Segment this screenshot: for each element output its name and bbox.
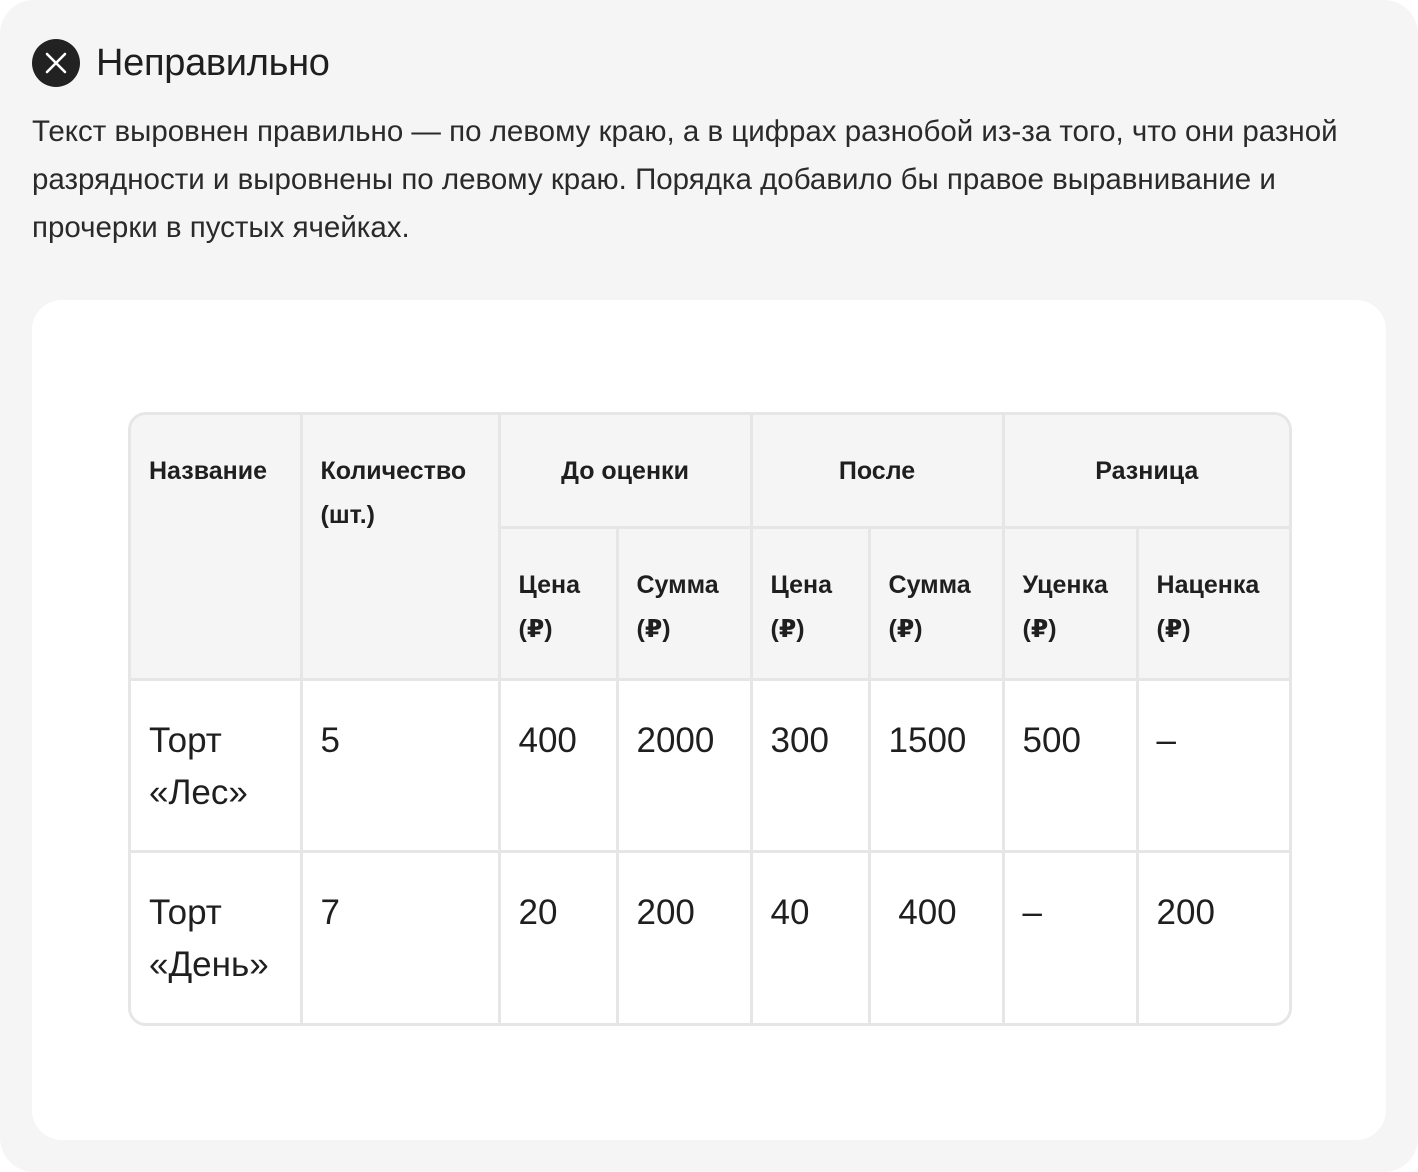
cell-before-sum: 2000 — [617, 679, 751, 851]
subheader-before-sum: Сумма (₽) — [617, 527, 751, 679]
close-icon — [32, 39, 80, 87]
cell-name: Торт «День» — [131, 851, 301, 1023]
table-row — [131, 679, 1289, 851]
cell-after-sum: 400 — [869, 851, 1003, 1023]
header-quantity: Количество (шт.) — [301, 415, 499, 679]
data-table — [128, 412, 1292, 1026]
verdict-header — [32, 38, 330, 88]
cell-after-price: 40 — [751, 851, 869, 1023]
subheader-after-sum: Сумма (₽) — [869, 527, 1003, 679]
subheader-after-price: Цена (₽) — [751, 527, 869, 679]
explanation-text: Текст выровнен правильно — по левому краю, а в цифрах разнобой из-за того, что они разной разрядности и выровнены по левому краю. Порядка добавило бы правое выравнивание и прочерки в пустых ячейках. — [32, 115, 1338, 244]
cell-before-sum: 200 — [617, 851, 751, 1023]
cell-markup: 200 — [1137, 851, 1289, 1023]
header-after: После — [751, 415, 1003, 527]
subheader-markdown: Уценка (₽) — [1003, 527, 1137, 679]
example-panel — [32, 300, 1386, 1140]
cell-markdown: 500 — [1003, 679, 1137, 851]
cell-markup: – — [1137, 679, 1289, 851]
subheader-before-price: Цена (₽) — [499, 527, 617, 679]
verdict-title: Неправильно — [96, 41, 330, 84]
cell-after-price: 300 — [751, 679, 869, 851]
table-row — [131, 851, 1289, 1023]
cell-before-price: 400 — [499, 679, 617, 851]
cell-markdown: – — [1003, 851, 1137, 1023]
header-difference: Разница — [1003, 415, 1289, 527]
cell-quantity: 5 — [301, 679, 499, 851]
subheader-markup: Наценка (₽) — [1137, 527, 1289, 679]
header-name: Название — [131, 415, 301, 679]
header-before: До оценки — [499, 415, 751, 527]
cell-after-sum: 1500 — [869, 679, 1003, 851]
cell-name: Торт «Лес» — [131, 679, 301, 851]
cell-quantity: 7 — [301, 851, 499, 1023]
cell-before-price: 20 — [499, 851, 617, 1023]
